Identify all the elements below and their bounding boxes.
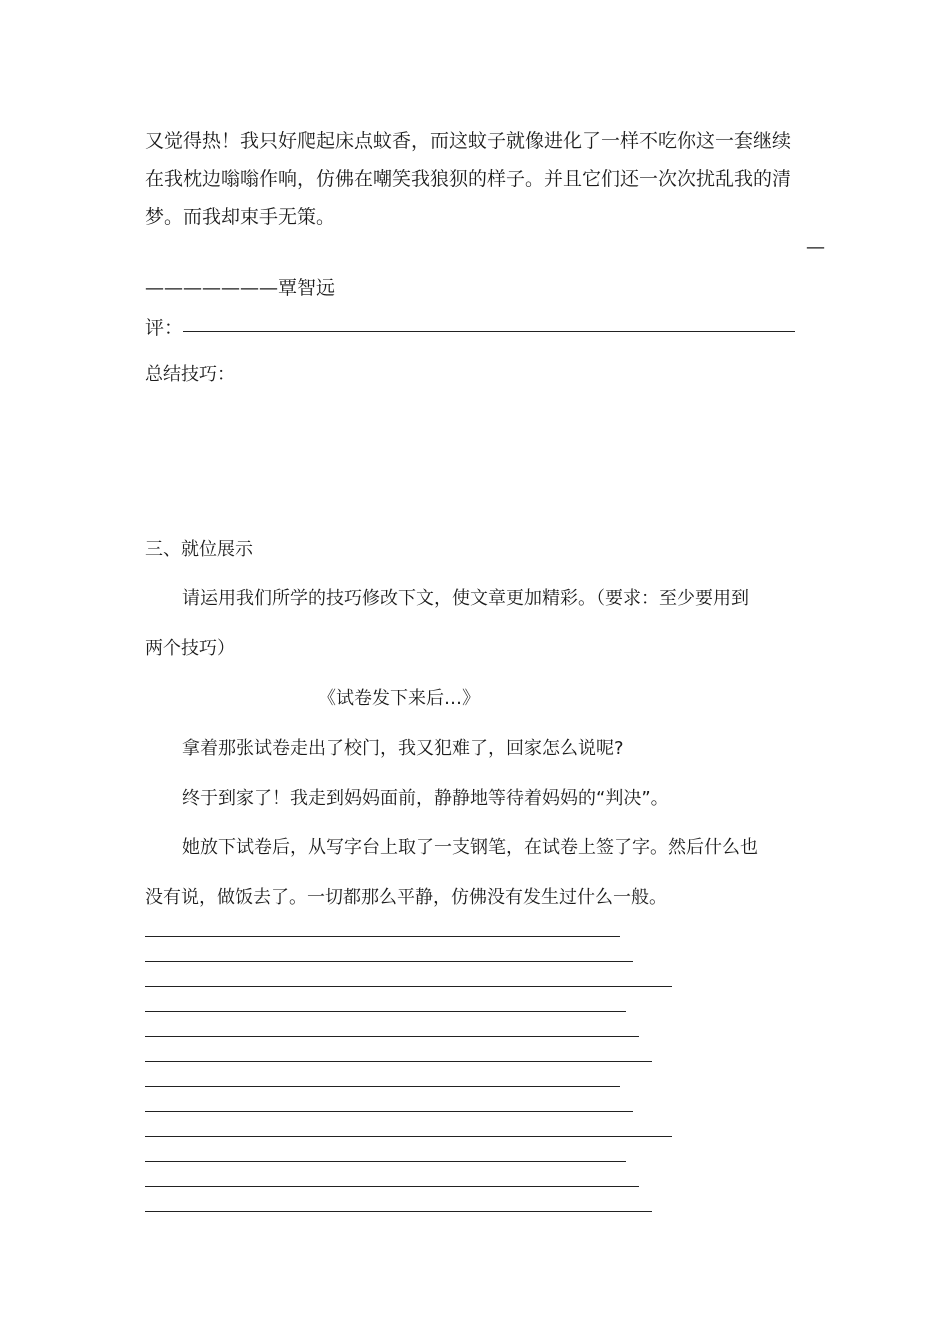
answer-line[interactable] <box>145 1161 626 1162</box>
essay-paragraph-2: 终于到家了！我走到妈妈面前，静静地等待着妈妈的“判决”。 <box>182 788 669 809</box>
author-line: ———————覃智远 <box>145 277 336 299</box>
answer-line[interactable] <box>145 1111 633 1112</box>
excerpt-line-3: 梦。而我却束手无策。 <box>145 206 336 228</box>
instruction-line-2: 两个技巧） <box>145 638 235 659</box>
essay-paragraph-3-line-2: 没有说，做饭去了。一切都那么平静，仿佛没有发生过什么一般。 <box>145 887 667 908</box>
answer-line[interactable] <box>145 1011 626 1012</box>
essay-title: 《试卷发下来后…》 <box>318 688 480 709</box>
answer-line[interactable] <box>145 1036 639 1037</box>
answer-line[interactable] <box>145 1211 652 1212</box>
excerpt-dash: — <box>806 236 825 258</box>
instruction-line-1: 请运用我们所学的技巧修改下文，使文章更加精彩。（要求：至少要用到 <box>182 588 749 609</box>
summary-label: 总结技巧： <box>145 364 235 385</box>
answer-line[interactable] <box>145 1136 672 1137</box>
excerpt-line-1: 又觉得热！我只好爬起床点蚊香，而这蚊子就像进化了一样不吃你这一套继续 <box>145 130 792 152</box>
excerpt-line-2: 在我枕边嗡嗡作响，仿佛在嘲笑我狼狈的样子。并且它们还一次次扰乱我的清 <box>145 168 792 190</box>
answer-line[interactable] <box>145 961 633 962</box>
answer-line[interactable] <box>145 986 672 987</box>
essay-paragraph-3-line-1: 她放下试卷后，从写字台上取了一支钢笔，在试卷上签了字。然后什么也 <box>182 837 758 858</box>
section-heading: 三、就位展示 <box>145 539 253 560</box>
comment-label: 评： <box>145 317 184 339</box>
answer-line[interactable] <box>145 1086 620 1087</box>
answer-line[interactable] <box>145 936 620 937</box>
essay-paragraph-1: 拿着那张试卷走出了校门，我又犯难了，回家怎么说呢? <box>182 738 624 759</box>
answer-line[interactable] <box>145 1186 639 1187</box>
answer-line[interactable] <box>145 1061 652 1062</box>
comment-answer-line[interactable] <box>183 331 795 332</box>
